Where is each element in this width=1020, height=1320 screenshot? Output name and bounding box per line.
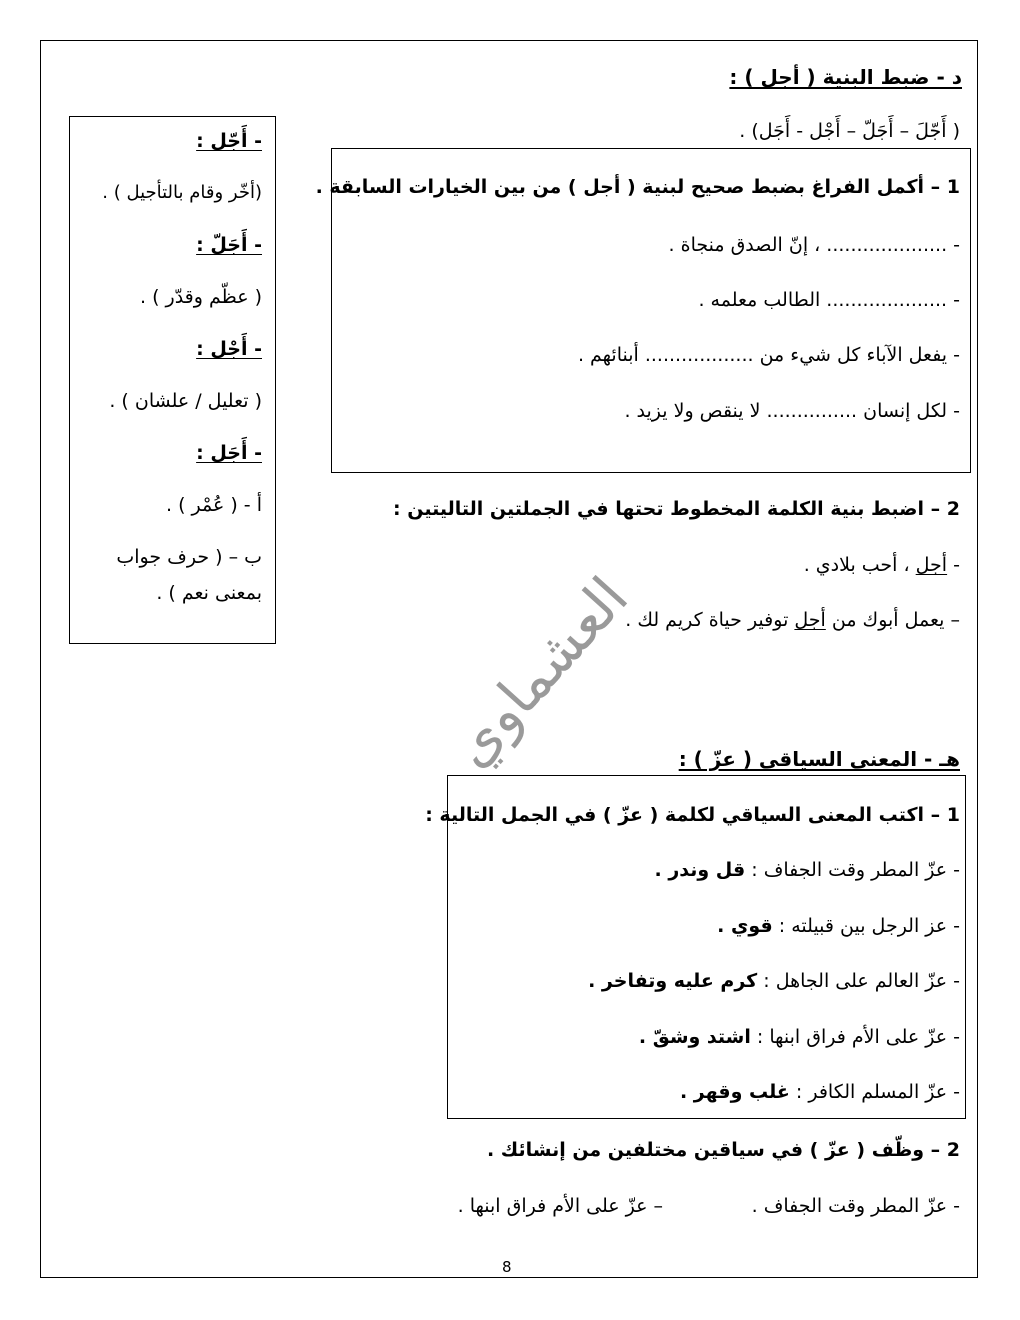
sidebar-heading: - أَجْل : — [196, 338, 262, 360]
meaning-sentence: - عزّ العالم على الجاهل : — [757, 970, 960, 992]
meaning-item — [588, 968, 960, 994]
sidebar-definition: ( عظّم وقدّر ) . — [140, 286, 262, 308]
exercise-1-title: 1 – أكمل الفراغ بضبط صحيح لبنية ( أجل ) من بين الخيارات السابقة . — [315, 176, 960, 198]
sidebar-definition: بمعنى نعم ) . — [156, 582, 262, 604]
context-answer-1: - عزّ المطر وقت الجفاف . — [751, 1195, 960, 1217]
meaning-item — [655, 857, 961, 883]
fill-blank-item: - .................... ، إنّ الصدق منجاة . — [668, 234, 960, 256]
sidebar-definition: (أخّر وقام بالتأجيل ) . — [102, 182, 262, 203]
context-answer-2: – عزّ على الأم فراق ابنها . — [457, 1195, 663, 1217]
exercise-3-title: 1 – اكتب المعنى السياقي لكلمة ( عزّ ) في الجمل التالية : — [425, 804, 960, 826]
meaning-answer: اشتد وشقّ . — [638, 1026, 751, 1048]
meaning-answer: كرم عليه وتفاخر . — [588, 970, 758, 992]
sidebar-definition: ب – ( حرف جواب — [116, 546, 262, 568]
sidebar-heading: - أَجّل : — [196, 130, 262, 152]
meaning-answer: غلب وقهر . — [679, 1081, 790, 1103]
fill-blank-item: - .................... الطالب معلمه . — [698, 289, 960, 311]
meaning-sentence: - عزّ على الأم فراق ابنها : — [750, 1026, 960, 1048]
sentence-2-prefix: – يعمل أبوك من — [825, 609, 960, 631]
sidebar-heading: - أَجَلّ : — [196, 234, 262, 256]
section-d-title: د - ضبط البنية ( أجل ) : — [729, 65, 962, 89]
sentence-1 — [804, 552, 960, 578]
meaning-item — [717, 913, 960, 939]
exercise-2-title: 2 – اضبط بنية الكلمة المخطوط تحتها في الجملتين التاليتين : — [393, 498, 960, 520]
underlined-word: أجل — [794, 609, 826, 631]
meaning-item — [680, 1079, 960, 1105]
sidebar-definition: أ - ( عُمْر ) . — [165, 494, 262, 516]
page-number: 8 — [502, 1258, 512, 1276]
ajal-forms-line: ( أَجّلَ – أَجَلّ – أَجْل - أَجَل) . — [739, 120, 960, 142]
fill-blank-item: - يفعل الآباء كل شيء من .................. أبنائهم . — [577, 344, 960, 366]
meaning-sentence: - عزّ المطر وقت الجفاف : — [745, 859, 960, 881]
meaning-answer: قوي . — [717, 915, 773, 937]
sentence-2-suffix: توفير حياة كريم لك . — [625, 609, 795, 631]
meaning-item — [639, 1024, 960, 1050]
meaning-sentence: - عزّ المسلم الكافر : — [789, 1081, 960, 1103]
fill-blank-item: - لكل إنسان ............... لا ينقص ولا يزيد . — [624, 400, 960, 422]
meaning-answer: قل وندر . — [654, 859, 746, 881]
sidebar-definition: ( تعليل / علشان ) . — [109, 390, 262, 412]
sentence-1-suffix: ، أحب بلادي . — [803, 554, 916, 576]
watermark: العشماوي — [438, 565, 642, 780]
sentence-2 — [625, 607, 960, 633]
exercise-4-title: 2 – وظّف ( عزّ ) في سياقين مختلفين من إنشائك . — [486, 1139, 960, 1161]
sentence-1-prefix: - — [947, 554, 960, 576]
sidebar-heading: - أَجَل : — [196, 442, 262, 464]
section-h-title: هـ - المعنى السياقى ( عزّ ) : — [678, 747, 960, 771]
meaning-sentence: - عز الرجل بين قبيلته : — [772, 915, 960, 937]
underlined-word: أجل — [915, 554, 948, 576]
